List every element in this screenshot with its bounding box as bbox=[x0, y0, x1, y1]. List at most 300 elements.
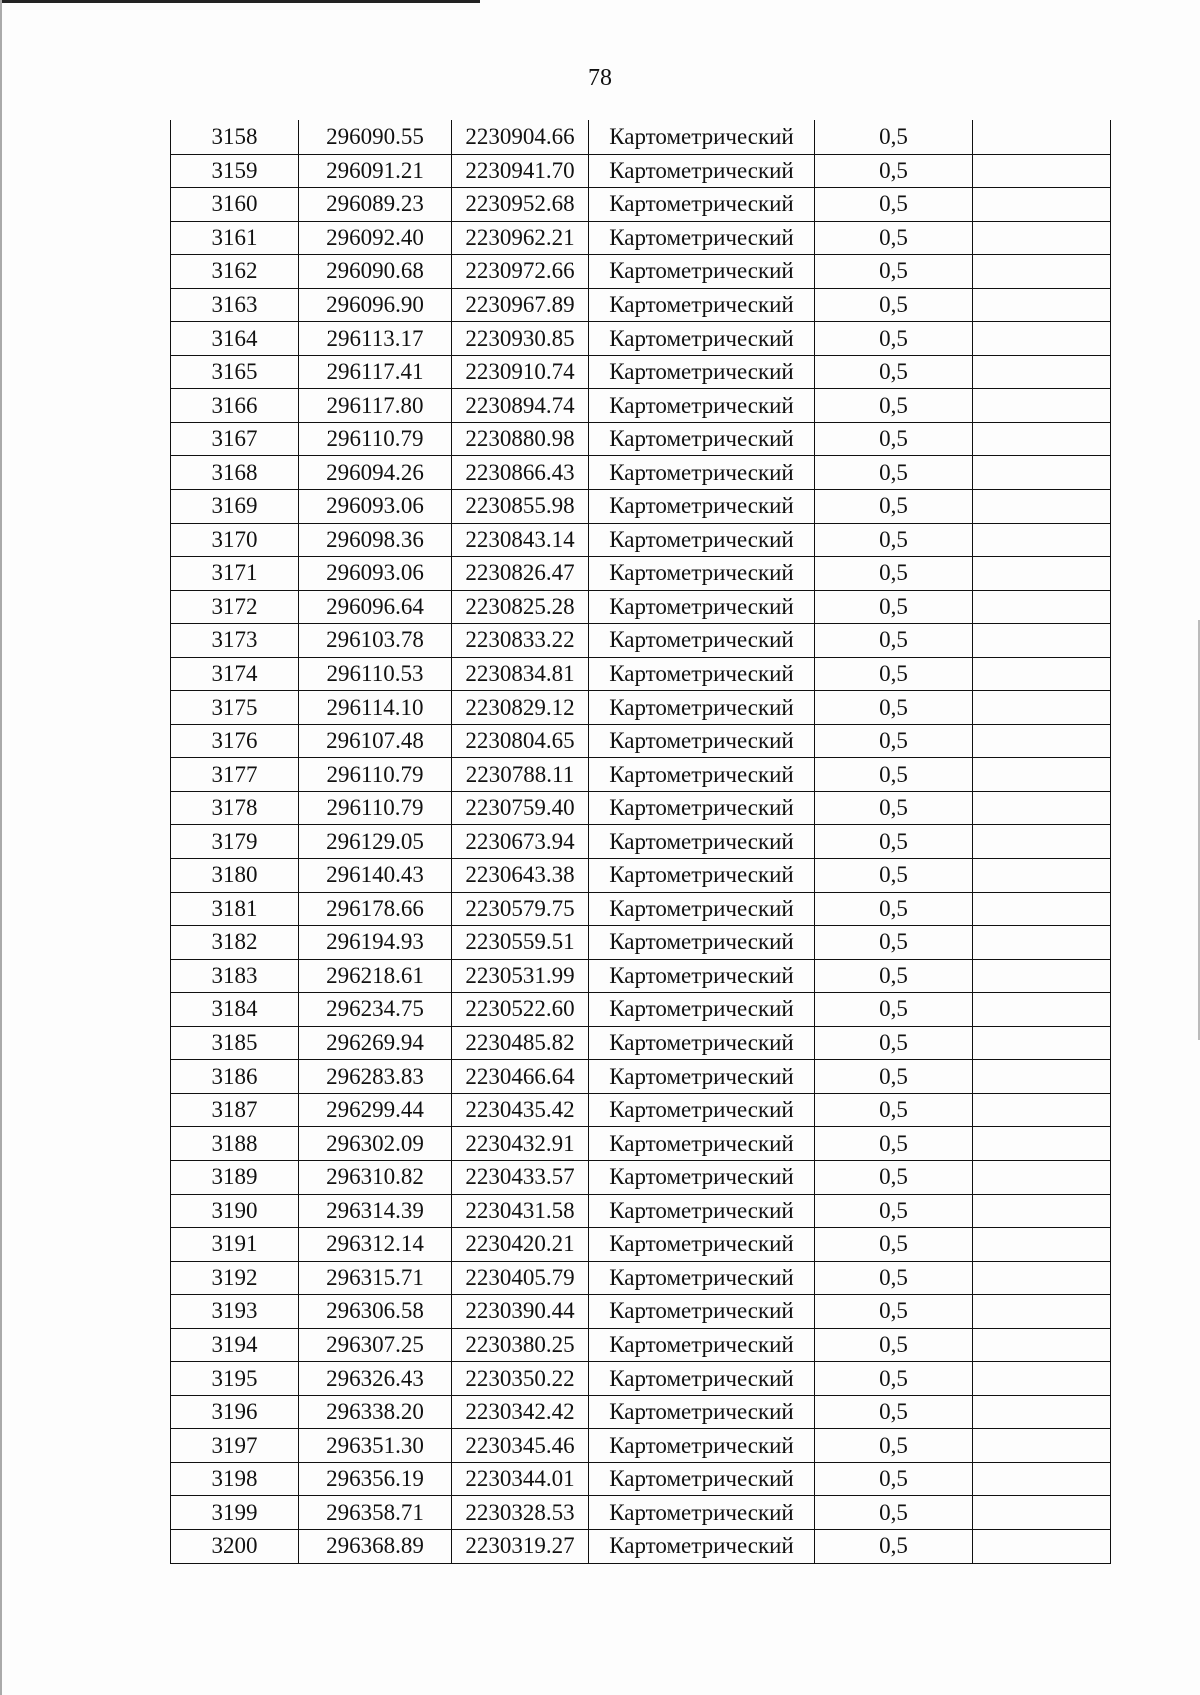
table-row bbox=[171, 1194, 1111, 1228]
table-row bbox=[171, 926, 1111, 960]
y-coordinate-cell: 2230855.98 bbox=[452, 490, 589, 524]
extra-cell bbox=[973, 1429, 1111, 1463]
accuracy-cell: 0,5 bbox=[815, 825, 973, 859]
method-cell: Картометрический bbox=[589, 422, 815, 456]
y-coordinate-cell: 2230466.64 bbox=[452, 1060, 589, 1094]
x-coordinate-cell: 296113.17 bbox=[299, 322, 452, 356]
x-coordinate-cell: 296091.21 bbox=[299, 154, 452, 188]
x-coordinate-cell: 296178.66 bbox=[299, 892, 452, 926]
point-number-cell: 3163 bbox=[171, 288, 299, 322]
accuracy-cell: 0,5 bbox=[815, 1194, 973, 1228]
point-number-cell: 3161 bbox=[171, 221, 299, 255]
method-cell: Картометрический bbox=[589, 523, 815, 557]
accuracy-cell: 0,5 bbox=[815, 1228, 973, 1262]
y-coordinate-cell: 2230825.28 bbox=[452, 590, 589, 624]
x-coordinate-cell: 296218.61 bbox=[299, 959, 452, 993]
y-coordinate-cell: 2230833.22 bbox=[452, 624, 589, 658]
y-coordinate-cell: 2230930.85 bbox=[452, 322, 589, 356]
table-row bbox=[171, 590, 1111, 624]
method-cell: Картометрический bbox=[589, 993, 815, 1027]
accuracy-cell: 0,5 bbox=[815, 221, 973, 255]
accuracy-cell: 0,5 bbox=[815, 322, 973, 356]
table-row bbox=[171, 355, 1111, 389]
point-number-cell: 3195 bbox=[171, 1362, 299, 1396]
method-cell: Картометрический bbox=[589, 892, 815, 926]
accuracy-cell: 0,5 bbox=[815, 188, 973, 222]
point-number-cell: 3186 bbox=[171, 1060, 299, 1094]
table-row bbox=[171, 1496, 1111, 1530]
table-row bbox=[171, 523, 1111, 557]
point-number-cell: 3166 bbox=[171, 389, 299, 423]
table-row bbox=[171, 422, 1111, 456]
table-row bbox=[171, 154, 1111, 188]
table-row bbox=[171, 724, 1111, 758]
point-number-cell: 3191 bbox=[171, 1228, 299, 1262]
y-coordinate-cell: 2230972.66 bbox=[452, 255, 589, 289]
method-cell: Картометрический bbox=[589, 959, 815, 993]
x-coordinate-cell: 296307.25 bbox=[299, 1328, 452, 1362]
y-coordinate-cell: 2230433.57 bbox=[452, 1160, 589, 1194]
x-coordinate-cell: 296129.05 bbox=[299, 825, 452, 859]
accuracy-cell: 0,5 bbox=[815, 993, 973, 1027]
extra-cell bbox=[973, 1261, 1111, 1295]
y-coordinate-cell: 2230910.74 bbox=[452, 355, 589, 389]
point-number-cell: 3185 bbox=[171, 1026, 299, 1060]
y-coordinate-cell: 2230435.42 bbox=[452, 1093, 589, 1127]
x-coordinate-cell: 296110.79 bbox=[299, 758, 452, 792]
accuracy-cell: 0,5 bbox=[815, 1429, 973, 1463]
method-cell: Картометрический bbox=[589, 758, 815, 792]
method-cell: Картометрический bbox=[589, 288, 815, 322]
point-number-cell: 3173 bbox=[171, 624, 299, 658]
point-number-cell: 3177 bbox=[171, 758, 299, 792]
extra-cell bbox=[973, 188, 1111, 222]
point-number-cell: 3168 bbox=[171, 456, 299, 490]
x-coordinate-cell: 296093.06 bbox=[299, 557, 452, 591]
extra-cell bbox=[973, 959, 1111, 993]
extra-cell bbox=[973, 154, 1111, 188]
table-row bbox=[171, 1328, 1111, 1362]
accuracy-cell: 0,5 bbox=[815, 1295, 973, 1329]
table-row bbox=[171, 791, 1111, 825]
point-number-cell: 3158 bbox=[171, 121, 299, 155]
table-row bbox=[171, 389, 1111, 423]
extra-cell bbox=[973, 624, 1111, 658]
coordinates-table bbox=[170, 120, 1111, 1564]
accuracy-cell: 0,5 bbox=[815, 389, 973, 423]
table-row bbox=[171, 121, 1111, 155]
accuracy-cell: 0,5 bbox=[815, 422, 973, 456]
accuracy-cell: 0,5 bbox=[815, 121, 973, 155]
y-coordinate-cell: 2230432.91 bbox=[452, 1127, 589, 1161]
point-number-cell: 3184 bbox=[171, 993, 299, 1027]
accuracy-cell: 0,5 bbox=[815, 255, 973, 289]
method-cell: Картометрический bbox=[589, 624, 815, 658]
accuracy-cell: 0,5 bbox=[815, 456, 973, 490]
accuracy-cell: 0,5 bbox=[815, 758, 973, 792]
extra-cell bbox=[973, 758, 1111, 792]
accuracy-cell: 0,5 bbox=[815, 1261, 973, 1295]
y-coordinate-cell: 2230319.27 bbox=[452, 1529, 589, 1563]
method-cell: Картометрический bbox=[589, 1295, 815, 1329]
x-coordinate-cell: 296368.89 bbox=[299, 1529, 452, 1563]
table-row bbox=[171, 1362, 1111, 1396]
accuracy-cell: 0,5 bbox=[815, 691, 973, 725]
point-number-cell: 3200 bbox=[171, 1529, 299, 1563]
extra-cell bbox=[973, 1395, 1111, 1429]
method-cell: Картометрический bbox=[589, 1093, 815, 1127]
method-cell: Картометрический bbox=[589, 1328, 815, 1362]
method-cell: Картометрический bbox=[589, 657, 815, 691]
table-row bbox=[171, 188, 1111, 222]
extra-cell bbox=[973, 1026, 1111, 1060]
y-coordinate-cell: 2230328.53 bbox=[452, 1496, 589, 1530]
accuracy-cell: 0,5 bbox=[815, 1127, 973, 1161]
accuracy-cell: 0,5 bbox=[815, 590, 973, 624]
extra-cell bbox=[973, 657, 1111, 691]
method-cell: Картометрический bbox=[589, 389, 815, 423]
y-coordinate-cell: 2230880.98 bbox=[452, 422, 589, 456]
y-coordinate-cell: 2230344.01 bbox=[452, 1462, 589, 1496]
point-number-cell: 3182 bbox=[171, 926, 299, 960]
y-coordinate-cell: 2230788.11 bbox=[452, 758, 589, 792]
extra-cell bbox=[973, 490, 1111, 524]
method-cell: Картометрический bbox=[589, 557, 815, 591]
point-number-cell: 3164 bbox=[171, 322, 299, 356]
table-row bbox=[171, 657, 1111, 691]
y-coordinate-cell: 2230904.66 bbox=[452, 121, 589, 155]
method-cell: Картометрический bbox=[589, 121, 815, 155]
x-coordinate-cell: 296089.23 bbox=[299, 188, 452, 222]
x-coordinate-cell: 296103.78 bbox=[299, 624, 452, 658]
x-coordinate-cell: 296338.20 bbox=[299, 1395, 452, 1429]
accuracy-cell: 0,5 bbox=[815, 355, 973, 389]
method-cell: Картометрический bbox=[589, 1026, 815, 1060]
table-row bbox=[171, 892, 1111, 926]
table-row bbox=[171, 1295, 1111, 1329]
point-number-cell: 3178 bbox=[171, 791, 299, 825]
y-coordinate-cell: 2230420.21 bbox=[452, 1228, 589, 1262]
table-row bbox=[171, 1261, 1111, 1295]
table-row bbox=[171, 490, 1111, 524]
point-number-cell: 3171 bbox=[171, 557, 299, 591]
extra-cell bbox=[973, 1194, 1111, 1228]
point-number-cell: 3187 bbox=[171, 1093, 299, 1127]
x-coordinate-cell: 296094.26 bbox=[299, 456, 452, 490]
x-coordinate-cell: 296312.14 bbox=[299, 1228, 452, 1262]
method-cell: Картометрический bbox=[589, 791, 815, 825]
extra-cell bbox=[973, 355, 1111, 389]
y-coordinate-cell: 2230643.38 bbox=[452, 859, 589, 893]
method-cell: Картометрический bbox=[589, 255, 815, 289]
accuracy-cell: 0,5 bbox=[815, 1093, 973, 1127]
x-coordinate-cell: 296306.58 bbox=[299, 1295, 452, 1329]
point-number-cell: 3188 bbox=[171, 1127, 299, 1161]
accuracy-cell: 0,5 bbox=[815, 288, 973, 322]
x-coordinate-cell: 296283.83 bbox=[299, 1060, 452, 1094]
x-coordinate-cell: 296090.68 bbox=[299, 255, 452, 289]
extra-cell bbox=[973, 121, 1111, 155]
table-row bbox=[171, 1026, 1111, 1060]
method-cell: Картометрический bbox=[589, 490, 815, 524]
x-coordinate-cell: 296234.75 bbox=[299, 993, 452, 1027]
y-coordinate-cell: 2230380.25 bbox=[452, 1328, 589, 1362]
extra-cell bbox=[973, 1295, 1111, 1329]
extra-cell bbox=[973, 590, 1111, 624]
y-coordinate-cell: 2230673.94 bbox=[452, 825, 589, 859]
y-coordinate-cell: 2230962.21 bbox=[452, 221, 589, 255]
x-coordinate-cell: 296269.94 bbox=[299, 1026, 452, 1060]
y-coordinate-cell: 2230522.60 bbox=[452, 993, 589, 1027]
x-coordinate-cell: 296326.43 bbox=[299, 1362, 452, 1396]
table-row bbox=[171, 1395, 1111, 1429]
extra-cell bbox=[973, 892, 1111, 926]
extra-cell bbox=[973, 288, 1111, 322]
extra-cell bbox=[973, 1160, 1111, 1194]
accuracy-cell: 0,5 bbox=[815, 791, 973, 825]
table-row bbox=[171, 993, 1111, 1027]
table-row bbox=[171, 1127, 1111, 1161]
method-cell: Картометрический bbox=[589, 1060, 815, 1094]
accuracy-cell: 0,5 bbox=[815, 1328, 973, 1362]
point-number-cell: 3189 bbox=[171, 1160, 299, 1194]
extra-cell bbox=[973, 1093, 1111, 1127]
point-number-cell: 3197 bbox=[171, 1429, 299, 1463]
point-number-cell: 3183 bbox=[171, 959, 299, 993]
x-coordinate-cell: 296310.82 bbox=[299, 1160, 452, 1194]
accuracy-cell: 0,5 bbox=[815, 523, 973, 557]
method-cell: Картометрический bbox=[589, 154, 815, 188]
extra-cell bbox=[973, 859, 1111, 893]
x-coordinate-cell: 296098.36 bbox=[299, 523, 452, 557]
accuracy-cell: 0,5 bbox=[815, 1160, 973, 1194]
y-coordinate-cell: 2230405.79 bbox=[452, 1261, 589, 1295]
method-cell: Картометрический bbox=[589, 456, 815, 490]
accuracy-cell: 0,5 bbox=[815, 724, 973, 758]
method-cell: Картометрический bbox=[589, 1429, 815, 1463]
accuracy-cell: 0,5 bbox=[815, 624, 973, 658]
x-coordinate-cell: 296090.55 bbox=[299, 121, 452, 155]
method-cell: Картометрический bbox=[589, 1160, 815, 1194]
y-coordinate-cell: 2230759.40 bbox=[452, 791, 589, 825]
point-number-cell: 3196 bbox=[171, 1395, 299, 1429]
y-coordinate-cell: 2230941.70 bbox=[452, 154, 589, 188]
method-cell: Картометрический bbox=[589, 691, 815, 725]
point-number-cell: 3192 bbox=[171, 1261, 299, 1295]
method-cell: Картометрический bbox=[589, 926, 815, 960]
point-number-cell: 3194 bbox=[171, 1328, 299, 1362]
point-number-cell: 3179 bbox=[171, 825, 299, 859]
y-coordinate-cell: 2230829.12 bbox=[452, 691, 589, 725]
extra-cell bbox=[973, 456, 1111, 490]
x-coordinate-cell: 296107.48 bbox=[299, 724, 452, 758]
accuracy-cell: 0,5 bbox=[815, 657, 973, 691]
point-number-cell: 3193 bbox=[171, 1295, 299, 1329]
extra-cell bbox=[973, 523, 1111, 557]
accuracy-cell: 0,5 bbox=[815, 1060, 973, 1094]
extra-cell bbox=[973, 1462, 1111, 1496]
x-coordinate-cell: 296194.93 bbox=[299, 926, 452, 960]
table-row bbox=[171, 859, 1111, 893]
x-coordinate-cell: 296299.44 bbox=[299, 1093, 452, 1127]
point-number-cell: 3180 bbox=[171, 859, 299, 893]
extra-cell bbox=[973, 221, 1111, 255]
method-cell: Картометрический bbox=[589, 590, 815, 624]
y-coordinate-cell: 2230431.58 bbox=[452, 1194, 589, 1228]
table-row bbox=[171, 288, 1111, 322]
method-cell: Картометрический bbox=[589, 1462, 815, 1496]
accuracy-cell: 0,5 bbox=[815, 1026, 973, 1060]
extra-cell bbox=[973, 1362, 1111, 1396]
x-coordinate-cell: 296093.06 bbox=[299, 490, 452, 524]
table-row bbox=[171, 456, 1111, 490]
method-cell: Картометрический bbox=[589, 1127, 815, 1161]
point-number-cell: 3169 bbox=[171, 490, 299, 524]
x-coordinate-cell: 296140.43 bbox=[299, 859, 452, 893]
point-number-cell: 3170 bbox=[171, 523, 299, 557]
point-number-cell: 3160 bbox=[171, 188, 299, 222]
x-coordinate-cell: 296096.64 bbox=[299, 590, 452, 624]
accuracy-cell: 0,5 bbox=[815, 1362, 973, 1396]
point-number-cell: 3162 bbox=[171, 255, 299, 289]
method-cell: Картометрический bbox=[589, 1362, 815, 1396]
method-cell: Картометрический bbox=[589, 188, 815, 222]
table-row bbox=[171, 1462, 1111, 1496]
method-cell: Картометрический bbox=[589, 1529, 815, 1563]
extra-cell bbox=[973, 557, 1111, 591]
point-number-cell: 3167 bbox=[171, 422, 299, 456]
y-coordinate-cell: 2230390.44 bbox=[452, 1295, 589, 1329]
extra-cell bbox=[973, 322, 1111, 356]
extra-cell bbox=[973, 724, 1111, 758]
y-coordinate-cell: 2230345.46 bbox=[452, 1429, 589, 1463]
accuracy-cell: 0,5 bbox=[815, 154, 973, 188]
y-coordinate-cell: 2230559.51 bbox=[452, 926, 589, 960]
y-coordinate-cell: 2230894.74 bbox=[452, 389, 589, 423]
x-coordinate-cell: 296110.53 bbox=[299, 657, 452, 691]
accuracy-cell: 0,5 bbox=[815, 490, 973, 524]
y-coordinate-cell: 2230967.89 bbox=[452, 288, 589, 322]
table-row bbox=[171, 691, 1111, 725]
point-number-cell: 3175 bbox=[171, 691, 299, 725]
table-row bbox=[171, 1529, 1111, 1563]
table-row bbox=[171, 1060, 1111, 1094]
scan-edge-top bbox=[0, 0, 480, 3]
table-row bbox=[171, 624, 1111, 658]
x-coordinate-cell: 296351.30 bbox=[299, 1429, 452, 1463]
y-coordinate-cell: 2230342.42 bbox=[452, 1395, 589, 1429]
x-coordinate-cell: 296315.71 bbox=[299, 1261, 452, 1295]
page-number: 78 bbox=[588, 65, 612, 91]
coordinates-table-body bbox=[171, 121, 1111, 1564]
point-number-cell: 3176 bbox=[171, 724, 299, 758]
x-coordinate-cell: 296114.10 bbox=[299, 691, 452, 725]
accuracy-cell: 0,5 bbox=[815, 1496, 973, 1530]
method-cell: Картометрический bbox=[589, 724, 815, 758]
table-row bbox=[171, 959, 1111, 993]
point-number-cell: 3190 bbox=[171, 1194, 299, 1228]
table-row bbox=[171, 1429, 1111, 1463]
x-coordinate-cell: 296356.19 bbox=[299, 1462, 452, 1496]
x-coordinate-cell: 296096.90 bbox=[299, 288, 452, 322]
x-coordinate-cell: 296302.09 bbox=[299, 1127, 452, 1161]
method-cell: Картометрический bbox=[589, 1496, 815, 1530]
extra-cell bbox=[973, 993, 1111, 1027]
table-row bbox=[171, 557, 1111, 591]
point-number-cell: 3199 bbox=[171, 1496, 299, 1530]
y-coordinate-cell: 2230834.81 bbox=[452, 657, 589, 691]
method-cell: Картометрический bbox=[589, 1261, 815, 1295]
table-row bbox=[171, 221, 1111, 255]
method-cell: Картометрический bbox=[589, 825, 815, 859]
accuracy-cell: 0,5 bbox=[815, 892, 973, 926]
y-coordinate-cell: 2230843.14 bbox=[452, 523, 589, 557]
point-number-cell: 3181 bbox=[171, 892, 299, 926]
accuracy-cell: 0,5 bbox=[815, 926, 973, 960]
table-row bbox=[171, 322, 1111, 356]
y-coordinate-cell: 2230350.22 bbox=[452, 1362, 589, 1396]
method-cell: Картометрический bbox=[589, 1395, 815, 1429]
accuracy-cell: 0,5 bbox=[815, 859, 973, 893]
extra-cell bbox=[973, 1228, 1111, 1262]
extra-cell bbox=[973, 1127, 1111, 1161]
x-coordinate-cell: 296110.79 bbox=[299, 791, 452, 825]
extra-cell bbox=[973, 255, 1111, 289]
point-number-cell: 3159 bbox=[171, 154, 299, 188]
y-coordinate-cell: 2230826.47 bbox=[452, 557, 589, 591]
extra-cell bbox=[973, 1496, 1111, 1530]
table-row bbox=[171, 1093, 1111, 1127]
y-coordinate-cell: 2230866.43 bbox=[452, 456, 589, 490]
extra-cell bbox=[973, 422, 1111, 456]
x-coordinate-cell: 296314.39 bbox=[299, 1194, 452, 1228]
method-cell: Картометрический bbox=[589, 1228, 815, 1262]
method-cell: Картометрический bbox=[589, 322, 815, 356]
x-coordinate-cell: 296117.80 bbox=[299, 389, 452, 423]
y-coordinate-cell: 2230531.99 bbox=[452, 959, 589, 993]
extra-cell bbox=[973, 1328, 1111, 1362]
table-row bbox=[171, 255, 1111, 289]
method-cell: Картометрический bbox=[589, 355, 815, 389]
point-number-cell: 3165 bbox=[171, 355, 299, 389]
extra-cell bbox=[973, 926, 1111, 960]
y-coordinate-cell: 2230952.68 bbox=[452, 188, 589, 222]
table-row bbox=[171, 1228, 1111, 1262]
method-cell: Картометрический bbox=[589, 859, 815, 893]
x-coordinate-cell: 296117.41 bbox=[299, 355, 452, 389]
extra-cell bbox=[973, 791, 1111, 825]
y-coordinate-cell: 2230804.65 bbox=[452, 724, 589, 758]
scan-edge-left bbox=[0, 0, 2, 1695]
extra-cell bbox=[973, 389, 1111, 423]
x-coordinate-cell: 296110.79 bbox=[299, 422, 452, 456]
table-row bbox=[171, 825, 1111, 859]
extra-cell bbox=[973, 825, 1111, 859]
point-number-cell: 3174 bbox=[171, 657, 299, 691]
accuracy-cell: 0,5 bbox=[815, 1462, 973, 1496]
accuracy-cell: 0,5 bbox=[815, 557, 973, 591]
y-coordinate-cell: 2230579.75 bbox=[452, 892, 589, 926]
accuracy-cell: 0,5 bbox=[815, 1395, 973, 1429]
table-row bbox=[171, 758, 1111, 792]
point-number-cell: 3172 bbox=[171, 590, 299, 624]
extra-cell bbox=[973, 1060, 1111, 1094]
extra-cell bbox=[973, 691, 1111, 725]
point-number-cell: 3198 bbox=[171, 1462, 299, 1496]
method-cell: Картометрический bbox=[589, 1194, 815, 1228]
accuracy-cell: 0,5 bbox=[815, 959, 973, 993]
method-cell: Картометрический bbox=[589, 221, 815, 255]
